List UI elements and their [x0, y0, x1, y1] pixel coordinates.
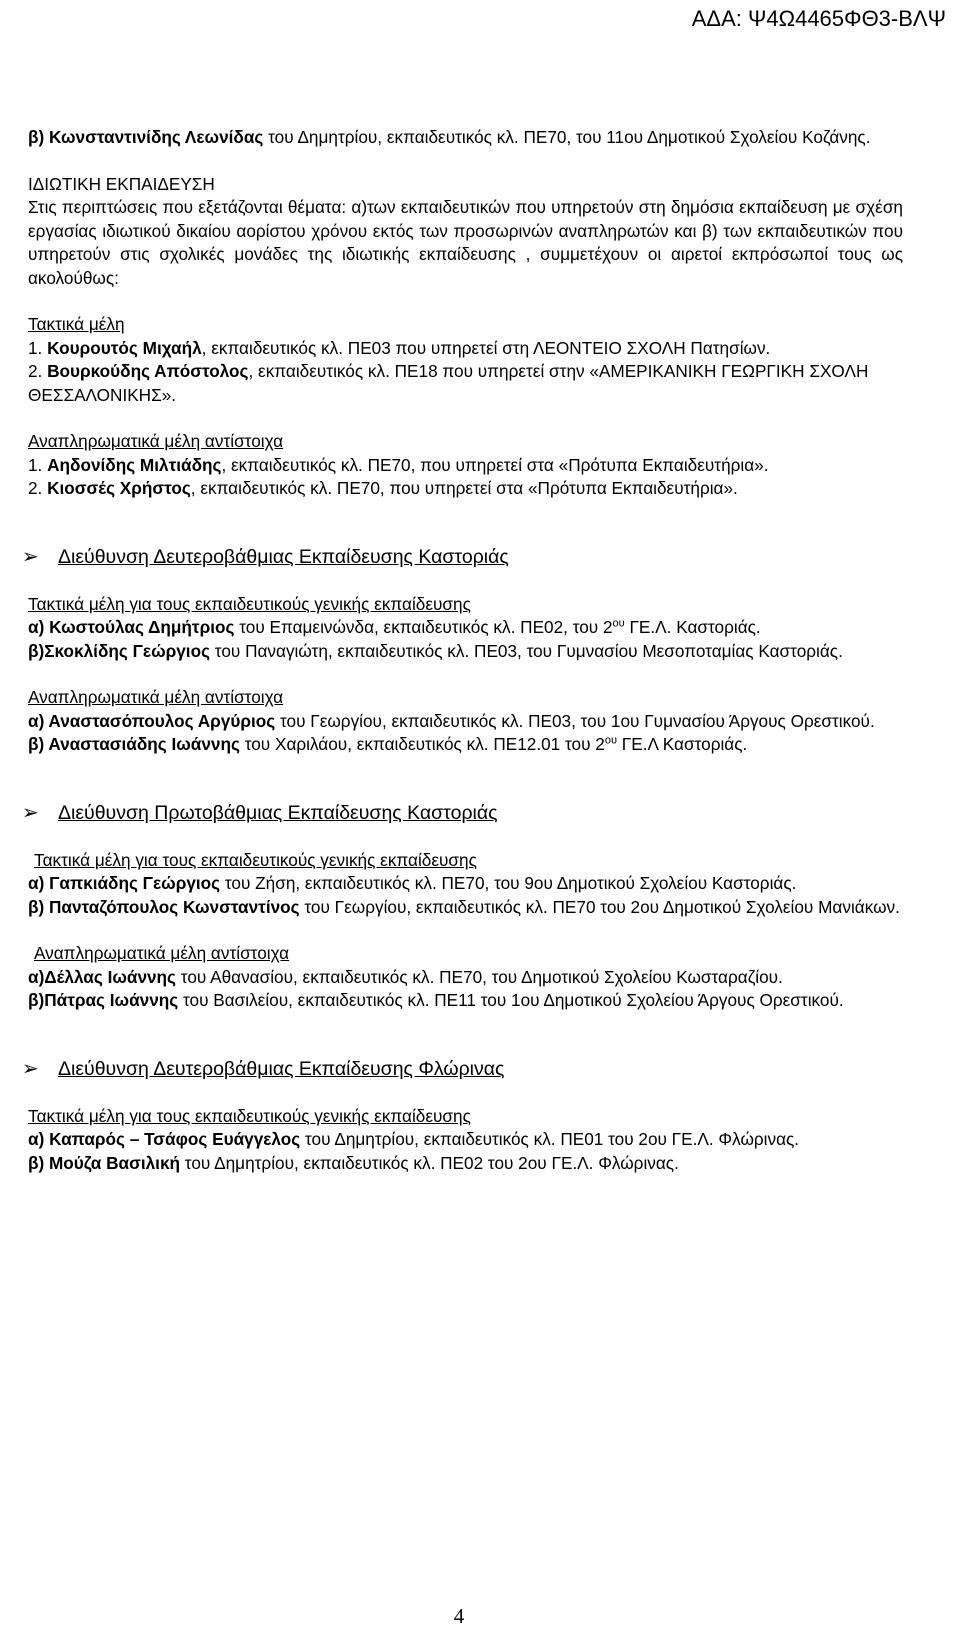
member-details: του Δημητρίου, εκπαιδευτικός κλ. ΠΕ02 του 2ου ΓΕ.Λ. Φλώρινας.	[180, 1152, 679, 1173]
member-entry	[28, 337, 903, 361]
directorate-title: Διεύθυνση Πρωτοβάθμιας Εκπαίδευσης Καστοριάς	[58, 801, 498, 824]
member-name: β)Σκοκλίδης Γεώργιος	[28, 640, 211, 661]
member-details: , εκπαιδευτικός κλ. ΠΕ70, που υπηρετεί στα «Πρότυπα Εκπαιδευτήρια».	[190, 478, 738, 498]
member-entry	[28, 126, 903, 150]
regular-members-heading: Τακτικά μέλη	[28, 314, 125, 334]
member-name: α) Γαπκιάδης Γεώργιος	[28, 873, 221, 893]
member-name: Κουρουτός Μιχαήλ	[47, 337, 202, 358]
member-entry	[28, 454, 903, 478]
member-details: του Παναγιώτη, εκπαιδευτικός κλ. ΠΕ03, του Γυμνασίου Μεσοποταμίας Καστοριάς.	[210, 640, 843, 661]
item-number: 1.	[28, 337, 48, 358]
member-entry	[28, 989, 903, 1013]
arrow-bullet-icon: ➢	[22, 801, 39, 824]
member-name: α)Δέλλας Ιωάννης	[28, 966, 176, 987]
directorate-title: Διεύθυνση Δευτεροβάθμιας Εκπαίδευσης Καστοριάς	[58, 545, 509, 568]
member-name: Βουρκούδης Απόστολος	[47, 361, 249, 381]
member-entry	[28, 640, 903, 664]
member-entry	[28, 1152, 903, 1176]
member-details: του Ζήση, εκπαιδευτικός κλ. ΠΕ70, του 9ου Δημοτικού Σχολείου Καστοριάς.	[220, 873, 797, 893]
member-details: του Γεωργίου, εκπαιδευτικός κλ. ΠΕ70 του 2ου Δημοτικού Σχολείου Μανιάκων.	[299, 896, 900, 917]
member-entry	[28, 360, 903, 407]
member-details: του Δημητρίου, εκπαιδευτικός κλ. ΠΕ01 του 2ου ΓΕ.Λ. Φλώρινας.	[300, 1129, 800, 1149]
ada-code: ΑΔΑ: Ψ4Ω4465ΦΘ3-ΒΛΨ	[691, 6, 946, 31]
alternate-members-heading: Αναπληρωματικά μέλη αντίστοιχα	[28, 687, 284, 707]
ordinal-suffix: ου	[604, 734, 617, 747]
regular-members-heading: Τακτικά μέλη για τους εκπαιδευτικούς γενικής εκπαίδευσης	[28, 1105, 471, 1126]
arrow-bullet-icon: ➢	[22, 1057, 39, 1080]
member-name: β) Κωνσταντινίδης Λεωνίδας	[28, 127, 264, 147]
member-details: του Δημητρίου, εκπαιδευτικός κλ. ΠΕ70, του 11ου Δημοτικού Σχολείου Κοζάνης.	[263, 127, 871, 147]
member-details: του Αθανασίου, εκπαιδευτικός κλ. ΠΕ70, του Δημοτικού Σχολείου Κωσταραζίου.	[176, 966, 783, 987]
member-details-tail: ΓΕ.Λ Καστοριάς.	[617, 734, 748, 754]
document-body	[22, 126, 903, 1175]
member-details: του Επαμεινώνδα, εκπαιδευτικός κλ. ΠΕ02, του 2	[234, 617, 613, 637]
member-name: α) Καπαρός – Τσάφος Ευάγγελος	[28, 1129, 301, 1149]
member-entry	[28, 966, 903, 990]
member-entry	[28, 896, 903, 920]
item-number: 2.	[28, 361, 48, 381]
member-entry	[28, 1128, 903, 1152]
member-name: β) Μούζα Βασιλική	[28, 1152, 181, 1173]
member-details: , εκπαιδευτικός κλ. ΠΕ18 που υπηρετεί στην «ΑΜΕΡΙΚΑΝΙΚΗ ΓΕΩΡΓΙΚΗ ΣΧΟΛΗ ΘΕΣΣΑΛΟΝΙΚΗΣ».	[28, 361, 869, 405]
page-number: 4	[453, 1604, 465, 1628]
directorate-heading	[22, 800, 903, 826]
member-name: β) Πανταζόπουλος Κωνσταντίνος	[28, 896, 300, 917]
directorate-heading	[22, 544, 903, 570]
alternate-members-heading: Αναπληρωματικά μέλη αντίστοιχα	[28, 431, 284, 451]
item-number: 1.	[28, 454, 48, 475]
item-number: 2.	[28, 478, 48, 498]
member-name: β) Αναστασιάδης Ιωάννης	[28, 734, 240, 754]
member-details: , εκπαιδευτικός κλ. ΠΕ03 που υπηρετεί στη ΛΕΟΝΤΕΙΟ ΣΧΟΛΗ Πατησίων.	[201, 337, 771, 358]
member-entry	[28, 733, 903, 757]
section-intro: Στις περιπτώσεις που εξετάζονται θέματα: α)των εκπαιδευτικών που υπηρετούν στη δημόσια εκπαίδευση με σχέση εργασίας ιδιωτικού δικαίου αορίστου χρόνου εκτός των προσωρινών αναπληρωτών και β) των εκπαιδευτικών που υπηρετούν στις σχολικές μονάδες της ιδιωτικής εκπαίδευσης , συμμετέχουν οι αιρετοί εκπρόσωποί τους ως ακολούθως:	[28, 197, 903, 288]
member-entry	[28, 477, 903, 501]
member-details: του Χαριλάου, εκπαιδευτικός κλ. ΠΕ12.01 του 2	[239, 734, 605, 754]
member-details: του Γεωργίου, εκπαιδευτικός κλ. ΠΕ03, του 1ου Γυμνασίου Άργους Ορεστικού.	[275, 710, 875, 731]
arrow-bullet-icon: ➢	[22, 545, 39, 568]
member-name: β)Πάτρας Ιωάννης	[28, 990, 179, 1010]
ordinal-suffix: ου	[612, 617, 625, 630]
regular-members-heading: Τακτικά μέλη για τους εκπαιδευτικούς γενικής εκπαίδευσης	[28, 593, 471, 614]
member-name: α) Αναστασόπουλος Αργύριος	[28, 710, 276, 731]
directorate-heading	[22, 1056, 903, 1082]
member-name: Αηδονίδης Μιλτιάδης	[47, 454, 222, 475]
member-name: α) Κωστούλας Δημήτριος	[28, 617, 235, 637]
section-title: ΙΔΙΩΤΙΚΗ ΕΚΠΑΙΔΕΥΣΗ	[28, 173, 215, 194]
directorate-title: Διεύθυνση Δευτεροβάθμιας Εκπαίδευσης Φλώρινας	[58, 1057, 505, 1080]
member-name: Κιοσσές Χρήστος	[47, 478, 191, 498]
member-details: , εκπαιδευτικός κλ. ΠΕ70, που υπηρετεί στα «Πρότυπα Εκπαιδευτήρια».	[221, 454, 769, 475]
regular-members-heading: Τακτικά μέλη για τους εκπαιδευτικούς γενικής εκπαίδευσης	[34, 849, 477, 870]
member-entry	[28, 872, 903, 896]
alternate-members-heading: Αναπληρωματικά μέλη αντίστοιχα	[34, 943, 290, 963]
member-entry	[28, 710, 903, 734]
member-details: του Βασιλείου, εκπαιδευτικός κλ. ΠΕ11 του 1ου Δημοτικού Σχολείου Άργους Ορεστικού.	[178, 990, 844, 1010]
member-entry	[28, 616, 903, 640]
member-details-tail: ΓΕ.Λ. Καστοριάς.	[624, 617, 761, 637]
